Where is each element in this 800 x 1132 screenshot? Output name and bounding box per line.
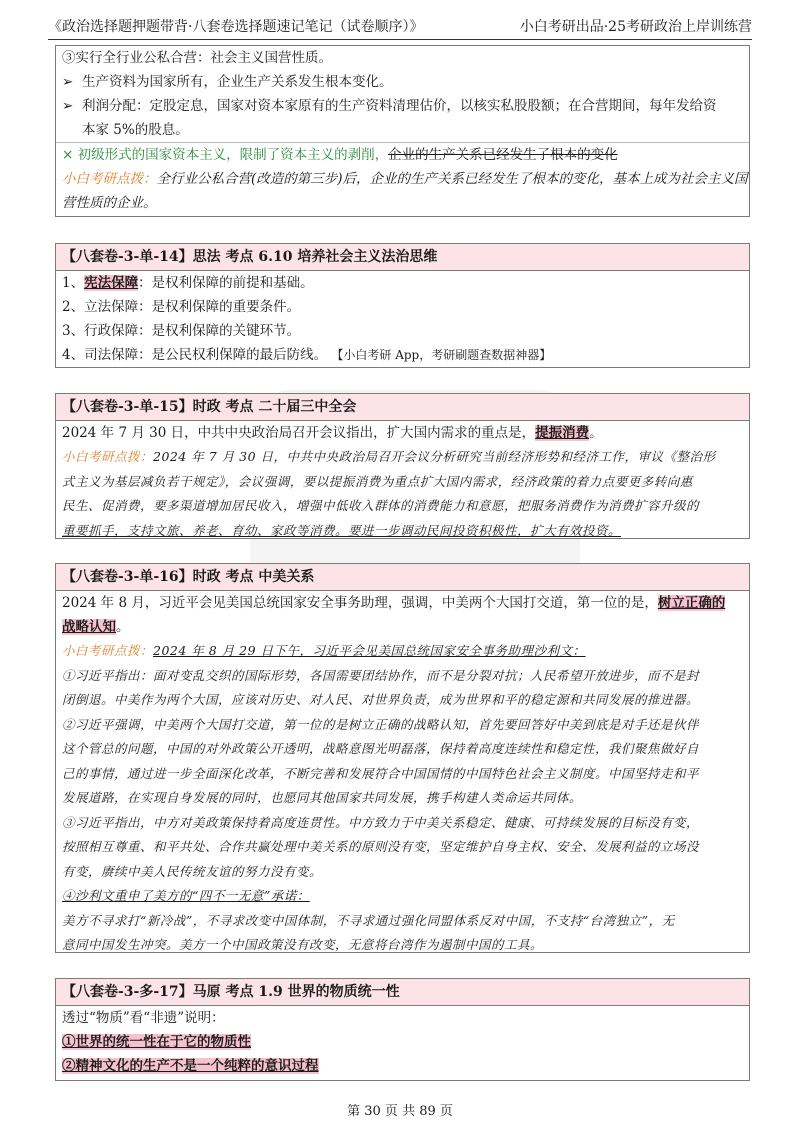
- question-stem: 战略认知。: [62, 619, 130, 635]
- question-title: 【八套卷-3-单-15】时政 考点 二十届三中全会: [56, 394, 749, 421]
- note-line: 美方不寻求打“新冷战”，不寻求改变中国体制，不寻求通过强化同盟体系反对中国，不支持“台湾独立”，无: [62, 912, 675, 928]
- note-line: 发展道路，在实现自身发展的同时，也愿同其他国家共同发展，携手构建人类命运共同体。: [62, 790, 583, 805]
- list-item: 1、宪法保障：是权利保障的前提和基础。: [62, 275, 314, 291]
- question-block-16: [55, 563, 750, 953]
- list-item: 3、行政保障：是权利保障的关键环节。: [62, 323, 301, 339]
- question-block-15: [55, 393, 750, 539]
- question-stem: 2024 年 8 月，习近平会见美国总统国家安全事务助理，强调，中美两个大国打交道，第一位的是，树立正确的: [62, 595, 726, 611]
- note-line: 按照相互尊重、和平共处、合作共赢处理中美关系的原则没有变，坚定维护自身主权、安全、发展利益的立场没: [62, 839, 700, 854]
- note-line: ②习近平强调，中美两个大国打交道，第一位的是树立正确的战略认知，首先要回答好中美到底是对手还是伙伴: [62, 716, 700, 732]
- note-line: 有变，赓续中美人民传统友谊的努力没有变。: [62, 863, 323, 879]
- note-line: 这个管总的问题，中国的对外政策公开透明，战略意图光明磊落，保持着高度连续性和稳定性，我们聚焦做好自: [62, 741, 700, 756]
- question-block-17: [55, 978, 750, 1081]
- page-number: 第 30 页 共 89 页: [347, 1104, 453, 1119]
- header-book-title: 《政治选择题押题带背·八套卷选择题速记笔记（试卷顺序）》: [48, 19, 424, 35]
- note-line: 小白考研点拨：2024 年 7 月 30 日，中共中央政治局召开会议分析研究当前经济形势和经济工作，审议《整治形: [62, 449, 716, 464]
- note-line: 式主义为基层减负若干规定》，会议强调，要以提振消费为重点扩大国内需求，经济政策的着力点要更多转向惠: [62, 473, 693, 489]
- arrow-bullet-icon: ➢: [62, 98, 74, 114]
- list-item: 4、司法保障：是公民权利保障的最后防线。 【小白考研 App，考研刷题查数据神器】: [62, 347, 552, 363]
- question-block-14: [55, 243, 750, 368]
- note-line: 闭倒退。中美作为两个大国，应该对历史、对人民、对世界负责，成为世界和平的稳定源和共同发展的推进器。: [62, 692, 700, 707]
- answer-line: ①世界的统一性在于它的物质性: [62, 1034, 251, 1050]
- wrong-option: × 初级形式的国家资本主义，限制了资本主义的剥削，企业的生产关系已经发生了根本的变化: [62, 147, 618, 163]
- note-line: ③习近平指出，中方对美政策保持着高度连贯性。中方致力于中美关系稳定、健康、可持续发展的目标没有变，: [62, 814, 700, 830]
- continuation-block: [55, 45, 750, 217]
- question-title: 【八套卷-3-单-14】思法 考点 6.10 培养社会主义法治思维: [56, 244, 749, 271]
- arrow-bullet-icon: ➢: [62, 74, 74, 90]
- list-item: 2、立法保障：是权利保障的重要条件。: [62, 299, 301, 315]
- note-line: ④沙利文重申了美方的“四不一无意”承诺：: [62, 888, 310, 903]
- note-line: 民生、促消费，要多渠道增加居民收入，增强中低收入群体的消费能力和意愿，把服务消费作为消费扩容升级的: [62, 498, 700, 513]
- item-3: ③实行全行业公私合营：社会主义国营性质。: [62, 50, 332, 66]
- bullet-line-cont: 本家 5%的股息。: [82, 122, 189, 138]
- note-line: 营性质的企业。: [62, 195, 157, 211]
- note-line: 己的事情，通过进一步全面深化改革，不断完善和发展符合中国国情的中国特色社会主义制度。中国坚持走和平: [62, 765, 700, 781]
- note-line: 意同中国发生冲突。美方一个中国政策没有改变，无意将台湾作为遏制中国的工具。: [62, 937, 544, 952]
- header-publisher: 小白考研出品·25考研政治上岸训练营: [519, 19, 752, 35]
- question-stem: 透过“物质”看“非遗”说明：: [62, 1010, 225, 1026]
- ad-text: 【小白考研 App，考研刷题查数据神器】: [331, 348, 552, 362]
- note-line: 重要抓手，支持文旅、养老、育幼、家政等消费。要进一步调动民间投资积极性，扩大有效投资。: [62, 522, 622, 538]
- bullet-line: ➢ 生产资料为国家所有，企业生产关系发生根本变化。: [56, 70, 749, 94]
- question-stem: 2024 年 7 月 30 日，中共中央政治局召开会议指出，扩大国内需求的重点是，提振消费。: [62, 425, 603, 441]
- bullet-line: ➢ 利润分配：定股定息，国家对资本家原有的生产资料清理估价，以核实私股股额；在合营期间，每年发给资: [56, 94, 749, 118]
- note-line: 小白考研点拨：全行业公私合营(改造的第三步)后，企业的生产关系已经发生了根本的变化，基本上成为社会主义国: [62, 171, 748, 187]
- answer-line: ②精神文化的生产不是一个纯粹的意识过程: [62, 1058, 319, 1074]
- question-title: 【八套卷-3-多-17】马原 考点 1.9 世界的物质统一性: [56, 979, 749, 1006]
- page-header: [48, 12, 752, 40]
- note-head: 小白考研点拨：2024 年 8 月 29 日下午，习近平会见美国总统国家安全事务助理沙利文：: [62, 643, 586, 658]
- question-title: 【八套卷-3-单-16】时政 考点 中美关系: [56, 564, 749, 591]
- note-line: ①习近平指出：面对变乱交织的国际形势，各国需要团结协作，而不是分裂对抗；人民希望开放进步，而不是封: [62, 667, 700, 683]
